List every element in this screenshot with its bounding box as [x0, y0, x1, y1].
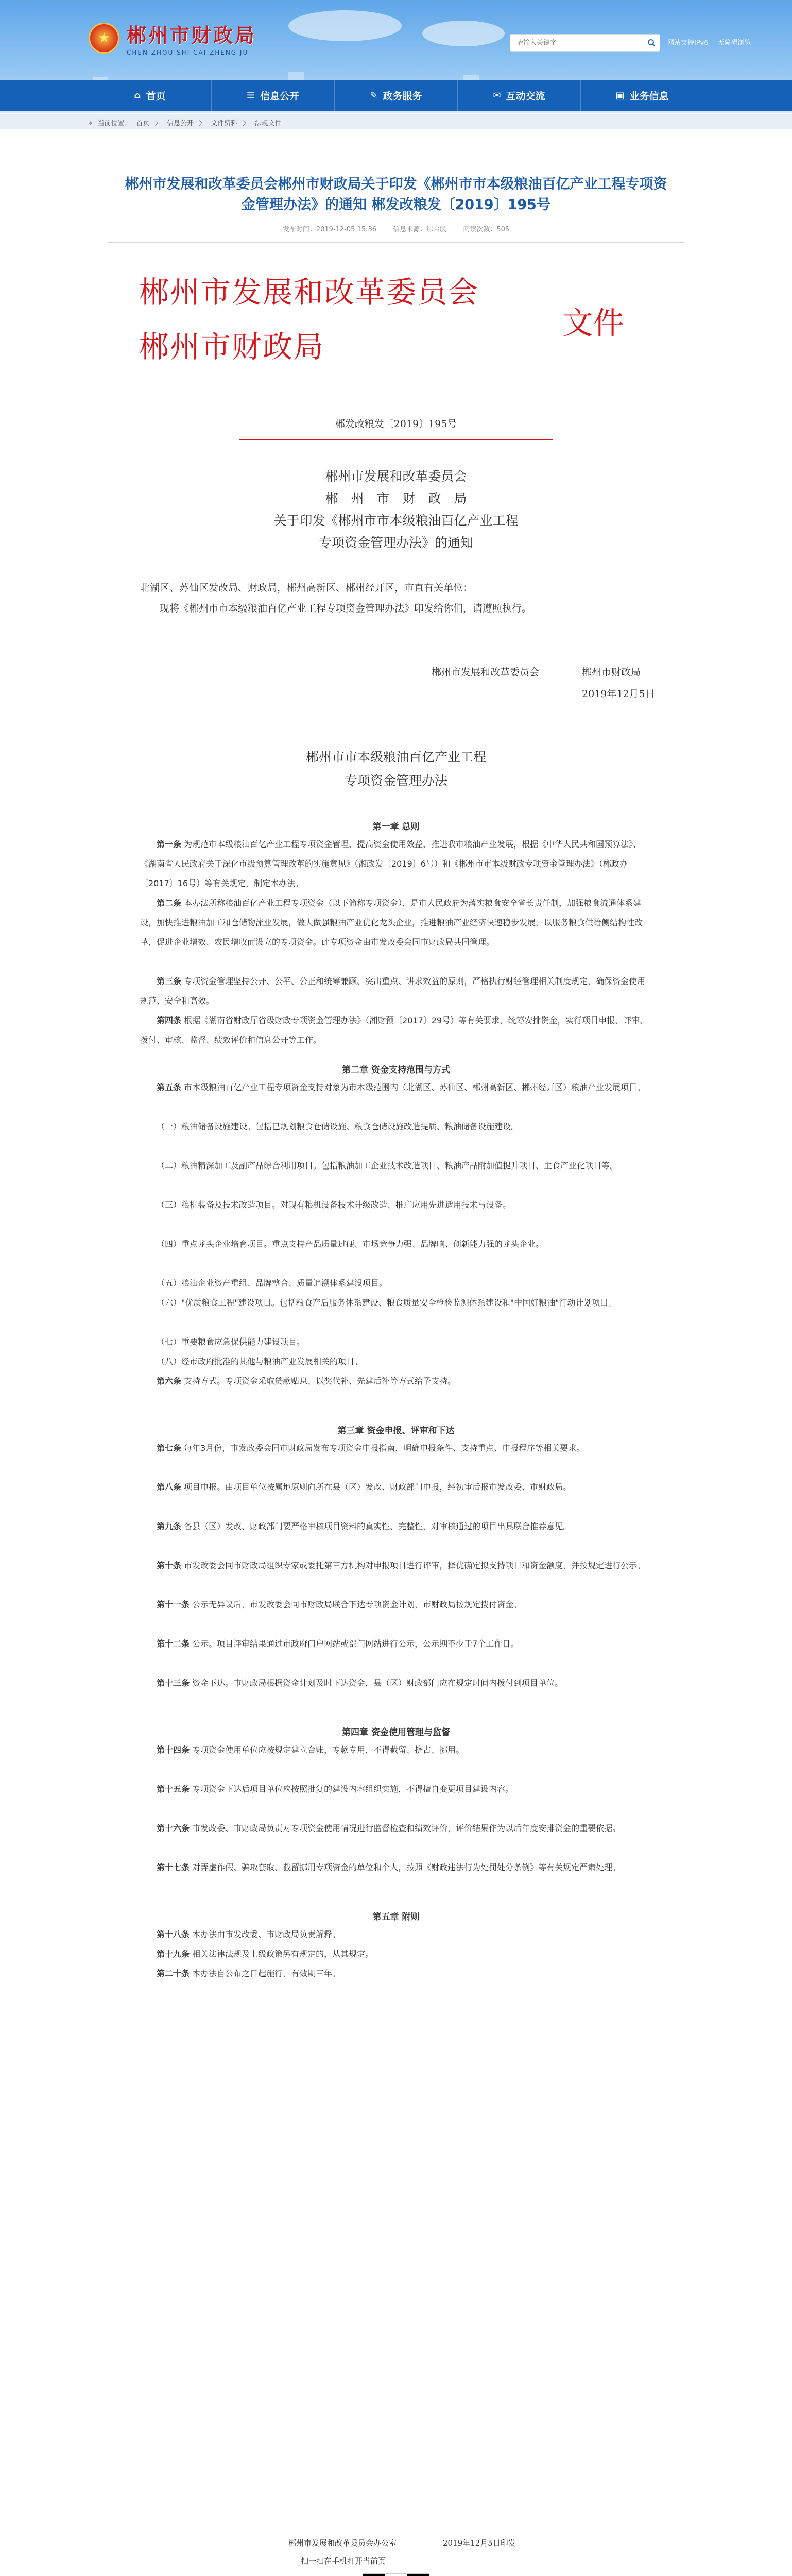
measures-title-2: 专项资金管理办法	[344, 773, 447, 788]
nav-label: 政务服务	[383, 90, 422, 102]
article-paragraph	[140, 1780, 652, 1799]
breadcrumb-current[interactable]: 法规文件	[254, 120, 282, 127]
article-paragraph	[140, 1274, 652, 1293]
notice-date: 2019年12月5日	[582, 688, 655, 700]
nav-label: 互动交流	[506, 90, 545, 102]
closing-date: 2019年12月5日印发	[443, 2538, 516, 2548]
article-text: （六）"优质粮食工程"建设项目。包括粮食产后服务体系建设、粮食质量安全检验监测体系建设和"中国好粮油"行动计划项目。	[157, 1298, 617, 1308]
search-icon[interactable]	[643, 35, 660, 50]
article-title: 郴州市发展和改革委员会郴州市财政局关于印发《郴州市市本级粮油百亿产业工程专项资金管理办法》的通知 郴发改粮发〔2019〕195号	[125, 176, 667, 213]
breadcrumb-sep: 〉	[154, 120, 162, 127]
notice-body: 现将《郴州市市本级粮油百亿产业工程专项资金管理办法》印发给你们，请遵照执行。	[160, 603, 532, 614]
closing-sign: 郴州市发展和改革委员会办公室	[288, 2538, 397, 2548]
article-text: 专项资金管理坚持公开、公平、公正和统筹兼顾、突出重点、讲求效益的原则，严格执行财经管理相关制度规定，确保资金使用规范、安全和高效。	[140, 976, 646, 1006]
article-paragraph	[140, 1819, 652, 1838]
article-paragraph	[140, 1595, 652, 1615]
article-paragraph	[140, 1634, 652, 1654]
cloud-decoration	[288, 10, 402, 41]
article-paragraph	[140, 1556, 652, 1575]
info-icon: ☰	[246, 90, 255, 101]
article-text: （八）经市政府批准的其他与粮油产业发展相关的项目。	[157, 1357, 363, 1366]
doc-number: 郴发改粮发〔2019〕195号	[335, 418, 457, 430]
article-paragraph	[140, 1944, 652, 1964]
article-paragraph	[140, 972, 652, 1011]
breadcrumb-sep: 〉	[199, 120, 206, 127]
info-source: 信息来源：综合股	[393, 226, 447, 233]
article-text: 各县（区）发改、财政部门要严格审核项目资料的真实性、完整性，对审核通过的项目出具联合推荐意见。	[184, 1521, 572, 1531]
article-text: 资金下达。市财政局根据资金计划及时下达资金，县（区）财政部门应在规定时间内拨付到项目单位。	[192, 1678, 563, 1688]
letterhead-wen: 文件	[562, 306, 624, 342]
article-paragraph	[140, 1293, 652, 1313]
notice-sign2: 郴州市财政局	[582, 667, 641, 678]
breadcrumb	[89, 117, 285, 127]
article-number: 第五条	[157, 1082, 182, 1092]
article-paragraph	[140, 835, 652, 893]
article-number: 第十九条	[157, 1949, 190, 1959]
article-number: 第二十条	[157, 1969, 190, 1978]
article-number: 第十条	[157, 1561, 182, 1570]
chapter-title: 第四章 资金使用管理与监督	[342, 1727, 450, 1738]
national-emblem-icon: ★	[89, 23, 119, 54]
article-text: 市发改委、市财政局负责对专项资金使用情况进行监督检查和绩效评价，评价结果作为以后年度安排资金的重要依据。	[192, 1823, 621, 1833]
chapter-title: 第一章 总则	[372, 822, 420, 832]
article-number: 第三条	[157, 976, 182, 986]
article-paragraph	[140, 1234, 652, 1254]
article-text: （三）粮机装备及技术改造项目。对现有粮机设备技术升级改造、推广应用先进适用技术与设备。	[157, 1200, 511, 1210]
red-rule	[239, 439, 553, 440]
article-paragraph	[140, 1156, 652, 1176]
article-text: （七）重要粮食应急保供能力建设项目。	[157, 1337, 305, 1347]
article-paragraph	[140, 1078, 652, 1097]
nav-info[interactable]	[211, 80, 334, 111]
notice-head-2: 郴 州 市 财 政 局	[325, 491, 467, 506]
article-number: 第六条	[157, 1376, 182, 1386]
nav-business[interactable]	[580, 80, 703, 111]
article-number: 第十五条	[157, 1784, 190, 1794]
article-number: 第十七条	[157, 1862, 190, 1872]
article-text: 市发改委会同市财政局组织专家或委托第三方机构对申报项目进行评审，择优确定拟支持项目和资金额度，并按规定进行公示。	[184, 1561, 646, 1570]
article-text: 本办法自公布之日起施行，有效期三年。	[192, 1969, 341, 1978]
article-number: 第七条	[157, 1443, 182, 1453]
notice-head-4: 专项资金管理办法》的通知	[318, 535, 473, 550]
top-links	[667, 37, 751, 47]
notice-head-3: 关于印发《郴州市市本级粮油百亿产业工程	[273, 513, 519, 528]
site-logo[interactable]	[89, 20, 256, 56]
article-number: 第十四条	[157, 1745, 190, 1755]
article-number: 第九条	[157, 1521, 182, 1531]
article-text: 本办法所称粮油百亿产业工程专项资金（以下简称专项资金），是市人民政府为落实粮食安全省长责任制，加强粮食流通体系建设，加快推进粮油加工和仓储物流业发展，做大做强粮油产业优化龙头企业，推进粮油产业经济快速稳步发展，以服务粮食供给侧结构性改革，促进企业增效、农民增收而设立的专项资金。此专项资金由市发改委会同市财政局共同管理。	[140, 898, 643, 947]
article-text: 市本级粮油百亿产业工程专项资金支持对象为市本级范围内（北湖区、苏仙区、郴州高新区、郴州经开区）粮油产业发展项目。	[184, 1082, 646, 1092]
business-icon: ▣	[615, 90, 625, 101]
accessibility-link[interactable]: 无障碍浏览	[717, 39, 751, 47]
article-paragraph	[140, 1011, 652, 1050]
breadcrumb-info[interactable]: 信息公开	[166, 120, 194, 127]
article-number: 第八条	[157, 1482, 182, 1492]
article-text: 项目申报。由项目单位按属地原则向所在县（区）发改、财政部门申报，经初审后报市发改委、市财政局。	[184, 1482, 572, 1492]
search-box	[510, 34, 660, 52]
article-text: （五）粮油企业资产重组、品牌整合、质量追溯体系建设项目。	[157, 1278, 388, 1288]
article-number: 第四条	[157, 1015, 182, 1025]
nav-label: 业务信息	[629, 90, 669, 102]
article-paragraph	[140, 893, 652, 952]
article-text: 为规范市本级粮油百亿产业工程专项资金管理，提高资金使用效益，推进我市粮油产业发展，根据《中华人民共和国预算法》、《湖南省人民政府关于深化市级预算管理改革的实施意见》（湘政发〔2019〕6号）和《郴州市市本级财政专项资金管理办法》（郴政办〔2017〕16号）等有关规定，制定本办法。	[140, 839, 642, 888]
divider	[108, 242, 684, 243]
site-name: 郴州市财政局	[127, 24, 257, 47]
nav-label: 首页	[146, 90, 166, 102]
article-text: 每年3月份，市发改委会同市财政局发布专项资金申报指南，明确申报条件、支持重点、申报程序等相关要求。	[184, 1443, 585, 1453]
article-text: 对弄虚作假、骗取套取、截留挪用专项资金的单位和个人，按照《财政违法行为处罚处分条例》等有关规定严肃处理。	[192, 1862, 621, 1872]
article-paragraph	[140, 1117, 652, 1137]
article-text: 本办法由市发改委、市财政局负责解释。	[192, 1929, 341, 1939]
measures-title-1: 郴州市市本级粮油百亿产业工程	[305, 750, 486, 765]
service-icon: ✎	[370, 90, 378, 101]
article-paragraph	[140, 1673, 652, 1693]
nav-service[interactable]	[334, 80, 457, 111]
cloud-decoration	[422, 21, 505, 46]
article-paragraph	[140, 1858, 652, 1877]
read-count: 阅读次数：505	[463, 226, 510, 233]
location-icon: ⌖	[89, 120, 93, 127]
article-paragraph	[140, 1925, 652, 1944]
nav-interaction[interactable]	[457, 80, 580, 111]
article-number: 第十一条	[157, 1600, 190, 1609]
notice-head-1: 郴州市发展和改革委员会	[325, 469, 467, 484]
article-paragraph	[140, 1964, 652, 1984]
article-paragraph	[140, 1371, 652, 1391]
article-text: 专项资金使用单位应按规定建立台账，专款专用，不得截留、挤占、挪用。	[192, 1745, 464, 1755]
nav-home[interactable]	[89, 80, 211, 111]
breadcrumb-sep: 〉	[243, 120, 250, 127]
nav-label: 信息公开	[260, 90, 300, 102]
article-text: （二）粮油精深加工及副产品综合利用项目。包括粮油加工企业技术改造项目、粮油产品附加值提升项目、主食产业化项目等。	[157, 1161, 618, 1171]
home-icon: ⌂	[134, 90, 141, 101]
article-text: 专项资金下达后项目单位应按照批复的建设内容组织实施，不得擅自变更项目建设内容。	[192, 1784, 514, 1794]
article-text: （四）重点龙头企业培育项目。重点支持产品质量过硬、市场竞争力强、品牌响、创新能力强的龙头企业。	[157, 1239, 544, 1249]
article-paragraph	[140, 1517, 652, 1536]
chapter-title: 第二章 资金支持范围与方式	[342, 1065, 450, 1075]
article-number: 第十二条	[157, 1639, 190, 1649]
article-paragraph	[140, 1195, 652, 1215]
chapter-title: 第三章 资金申报、评审和下达	[337, 1426, 455, 1436]
article-paragraph	[140, 1332, 652, 1352]
breadcrumb-label: 当前位置：	[97, 120, 131, 127]
letterhead-org2: 郴州市财政局	[139, 329, 325, 364]
article-text: （一）粮油储备设施建设。包括已规划粮食仓储设施、粮食仓储设施改造提质、粮油储备设施建设。	[157, 1122, 520, 1131]
publish-time: 发布时间：2019-12-05 15:36	[282, 226, 377, 233]
article-paragraph	[140, 1352, 652, 1371]
chapter-title: 第五章 附则	[372, 1912, 420, 1922]
article-paragraph	[140, 1740, 652, 1760]
article-meta	[89, 224, 703, 233]
notice-sign1: 郴州市发展和改革委员会	[432, 667, 540, 678]
main-nav	[0, 80, 792, 111]
page-qr-code	[363, 2573, 429, 2576]
article-text: 根据《湖南省财政厅省级财政专项资金管理办法》（湘财预〔2017〕29号）等有关要求，统筹安排资金，实行项目申报、评审、拨付、审核、监督、绩效评价和信息公开等工作。	[140, 1015, 648, 1045]
site-name-en: CHEN ZHOU SHI CAI ZHENG JU	[127, 49, 249, 56]
qr-caption: 扫一扫在手机打开当前页	[301, 2556, 386, 2566]
letterhead-org1: 郴州市发展和改革委员会	[139, 275, 479, 310]
article-paragraph	[140, 1478, 652, 1497]
breadcrumb-docs[interactable]: 文件资料	[211, 120, 238, 127]
chat-icon: ✉	[493, 90, 501, 101]
article-text: 公示。项目评审结果通过市政府门户网站或部门网站进行公示，公示期不少于7个工作日。	[192, 1639, 519, 1649]
article-number: 第十八条	[157, 1929, 190, 1939]
article-number: 第一条	[157, 839, 182, 849]
article-text: 相关法律法规及上级政策另有规定的，从其规定。	[192, 1949, 374, 1959]
article-number: 第二条	[157, 898, 182, 908]
article-number: 第十六条	[157, 1823, 190, 1833]
notice-recipients: 北湖区、苏仙区发改局、财政局，郴州高新区、郴州经开区，市直有关单位：	[140, 582, 473, 594]
article-number: 第十三条	[157, 1678, 190, 1688]
ipv6-link[interactable]: 网站支持IPv6	[667, 39, 709, 47]
article-text: 支持方式。专项资金采取贷款贴息、以奖代补、先建后补等方式给予支持。	[184, 1376, 456, 1386]
search-input[interactable]	[515, 39, 643, 47]
article-paragraph	[140, 1438, 652, 1458]
breadcrumb-home[interactable]: 首页	[136, 120, 150, 127]
article-text: 公示无异议后，市发改委会同市财政局联合下达专项资金计划，市财政局按规定拨付资金。	[192, 1600, 522, 1609]
